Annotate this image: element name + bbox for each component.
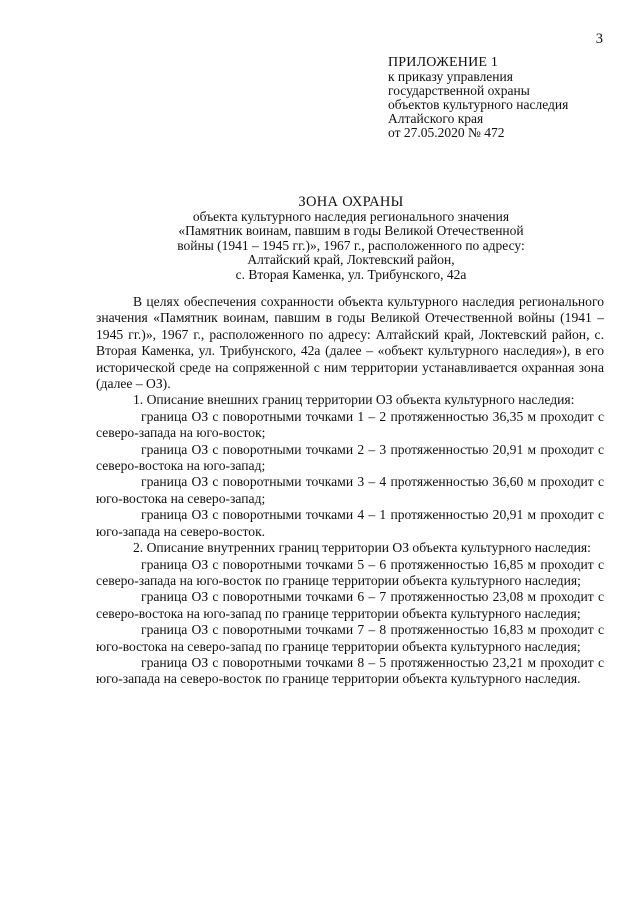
title-line: с. Вторая Каменка, ул. Трибунского, 42а (235, 266, 467, 282)
section-heading-internal-borders: 2. Описание внутренних границ территории ОЗ объекта культурного наследия: (133, 540, 591, 556)
border-item: граница ОЗ с поворотными точками 3 – 4 протяженностью 36,60 м проходит с юго-востока на северо-запад; (96, 474, 604, 506)
border-item: граница ОЗ с поворотными точками 8 – 5 протяженностью 23,21 м проходит с юго-запада на северо-восток по границе территории объекта культурного наследия. (96, 654, 604, 687)
border-item: граница ОЗ с поворотными точками 2 – 3 протяженностью 20,91 м проходит с северо-востока на юго-запад; (96, 441, 604, 474)
document-title-block (96, 195, 606, 282)
appendix-header (388, 56, 628, 140)
appendix-line: объектов культурного наследия (388, 97, 569, 112)
document-title: ЗОНА ОХРАНЫ (298, 194, 404, 210)
appendix-order-date-number: от 27.05.2020 № 472 (388, 125, 505, 140)
border-item: граница ОЗ с поворотными точками 6 – 7 протяженностью 23,08 м проходит с северо-востока на юго-запад по границе территории объекта культурного наследия; (96, 589, 604, 621)
appendix-line: государственной охраны (388, 83, 530, 98)
title-line: войны (1941 – 1945 гг.)», 1967 г., расположенного по адресу: (177, 237, 525, 253)
appendix-line: Алтайского края (388, 111, 484, 126)
page-number: 3 (595, 31, 603, 47)
border-item: граница ОЗ с поворотными точками 7 – 8 протяженностью 16,83 м проходит с юго-востока на северо-запад по границе территории объекта культурного наследия; (96, 622, 604, 654)
border-item: граница ОЗ с поворотными точками 1 – 2 протяженностью 36,35 м проходит с северо-запада на юго-восток; (96, 408, 604, 441)
title-line: «Памятник воинам, павшим в годы Великой Отечественной (178, 223, 524, 238)
border-item: граница ОЗ с поворотными точками 4 – 1 протяженностью 20,91 м проходит с юго-запада на северо-восток. (96, 507, 604, 539)
intro-paragraph: В целях обеспечения сохранности объекта культурного наследия регионального значения «Памятник воинам, павшим в годы Великой Отечественной войны (1941 – 1945 гг.)», 1967 г., расположенного по адресу: Алтайский край, Локтевский район, с. Вторая Каменка, ул. Трибунского, 42а (далее – «объект культурного наследия»), в его исторической среде на сопряженной с ним территории устанавливается охранная зона (далее – ОЗ). (96, 294, 604, 392)
title-line: Алтайский край, Локтевский район, (247, 252, 455, 267)
document-body (96, 294, 604, 688)
appendix-heading: ПРИЛОЖЕНИЕ 1 (388, 55, 499, 70)
border-item: граница ОЗ с поворотными точками 5 – 6 протяженностью 16,85 м проходит с северо-запада на юго-восток по границе территории объекта культурного наследия; (96, 556, 604, 588)
title-line: объекта культурного наследия регионального значения (192, 208, 510, 224)
section-heading-external-borders: 1. Описание внешних границ территории ОЗ объекта культурного наследия: (133, 392, 575, 408)
appendix-line: к приказу управления (388, 69, 513, 84)
